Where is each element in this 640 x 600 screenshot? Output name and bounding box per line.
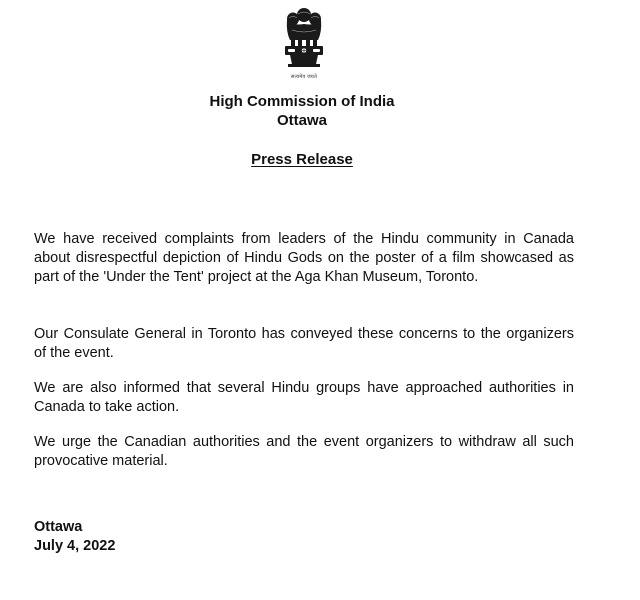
emblem-motto: सत्यमेव जयते <box>290 74 318 80</box>
press-release-heading <box>0 150 604 169</box>
press-release-heading-text: Press Release <box>251 151 353 168</box>
national-emblem-icon <box>276 6 332 82</box>
signoff-date: July 4, 2022 <box>34 538 116 554</box>
paragraph-hindu-groups: We are also informed that several Hindu groups have approached authorities in Canada to take action. <box>34 380 574 415</box>
paragraph-consulate: Our Consulate General in Toronto has conveyed these concerns to the organizers of the event. <box>34 326 574 361</box>
organization-city: Ottawa <box>276 112 327 129</box>
paragraph-complaints: We have received complaints from leaders of the Hindu community in Canada about disrespectful depiction of Hindu Gods on the poster of a film showcased as part of the 'Under the Tent' project at the Aga Khan Museum, Toronto. <box>34 231 574 285</box>
paragraph-urge-withdraw: We urge the Canadian authorities and the event organizers to withdraw all such provocative material. <box>34 434 574 469</box>
organization-name: High Commission of India <box>209 93 395 110</box>
signoff-place: Ottawa <box>34 519 83 535</box>
